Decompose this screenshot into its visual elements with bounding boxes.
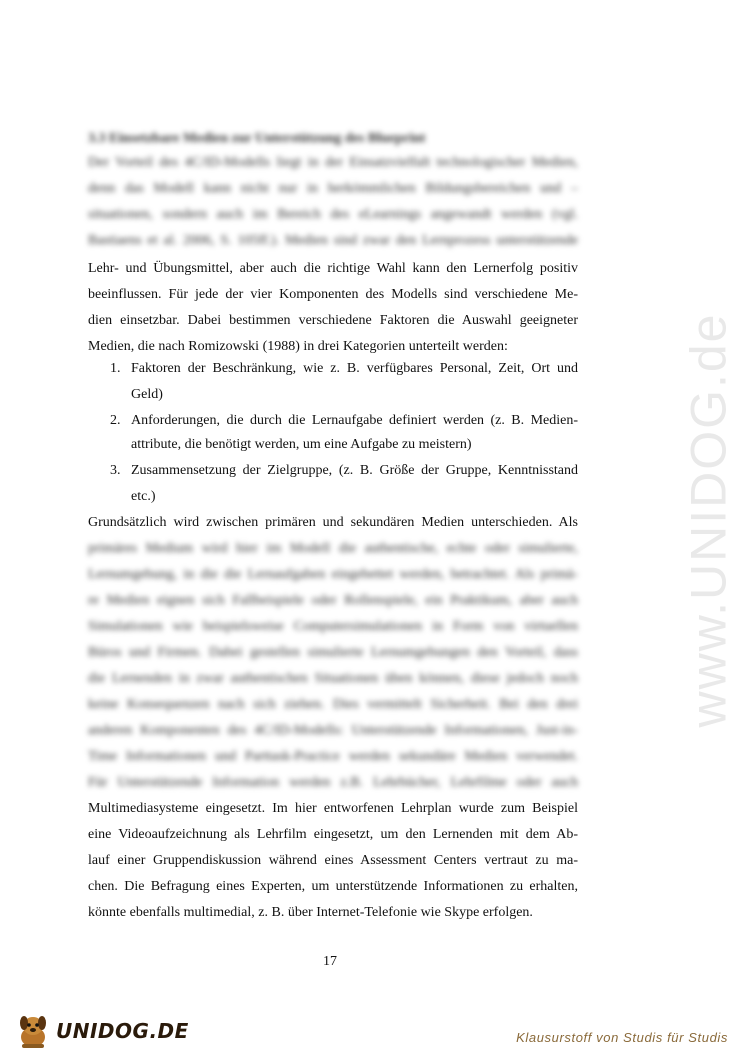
list-item-line: Anforderungen, die durch die Lernaufgabe definiert werden (z. B. Medien-: [131, 413, 578, 428]
list-item-line: Geld): [131, 387, 163, 402]
blurred-line: Für Unterstützende Information werden z.B. Lehrbücher, Lehrfilme oder auch: [88, 775, 578, 790]
text-line: beeinflussen. Für jede der vier Komponenten des Modells sind verschiedene Me-: [88, 287, 578, 302]
text-line: Multimediasysteme eingesetzt. Im hier entworfenen Lehrplan wurde zum Beispiel: [88, 801, 578, 816]
list-number: 3.: [110, 463, 121, 478]
text-line: eine Videoaufzeichnung als Lehrfilm eingesetzt, um den Lernenden mit dem Ab-: [88, 827, 578, 842]
text-line: Lehr- und Übungsmittel, aber auch die richtige Wahl kann den Lernerfolg positiv: [88, 261, 578, 276]
blurred-line: re Medien eignen sich Fallbeispiele oder Rollenspiele, ein Praktikum, aber auch: [88, 593, 578, 608]
blurred-line: Der Vorteil des 4C/ID-Modells liegt in der Einsatzvielfalt technologischer Medien,: [88, 155, 578, 170]
blurred-line: Büros und Firmen. Dabei gestellen simulierte Lernumgebungen den Vorteil, dass: [88, 645, 578, 660]
blurred-line: Simulationen wie beispielsweise Computersimulationen in Form von virtuellen: [88, 619, 578, 634]
list-number: 1.: [110, 361, 121, 376]
text-line: dien einsetzbar. Dabei bestimmen verschiedene Faktoren die Auswahl geeigneter: [88, 313, 578, 328]
unidog-logo[interactable]: [14, 1012, 189, 1050]
blurred-line: Time Informationen und Parttask-Practice werden sekundäre Medien verwendet.: [88, 749, 578, 764]
blurred-line: Lernumgebung, in die die Lernaufgaben eingebettet werden, betrachtet. Als primä-: [88, 567, 578, 582]
watermark: www.UNIDOG.de: [680, 312, 736, 728]
text-line: Grundsätzlich wird zwischen primären und sekundären Medien unterschieden. Als: [88, 515, 578, 530]
text-line: lauf einer Gruppendiskussion während eines Assessment Centers vertraut zu ma-: [88, 853, 578, 868]
blurred-line: primäres Medium wird hier im Modell die authentische, echte oder simulierte,: [88, 541, 578, 556]
blurred-line: denn das Modell kann nicht nur in herkömmlichen Bildungsbereichen und –: [88, 181, 578, 196]
footer-tagline: Klausurstoff von Studis für Studis: [516, 1030, 728, 1045]
logo-text: UNIDOG.DE: [56, 1019, 189, 1043]
list-item-line: etc.): [131, 489, 156, 504]
list-item-line: Zusammensetzung der Zielgruppe, (z. B. Größe der Gruppe, Kenntnisstand: [131, 463, 578, 478]
section-heading: 3.3 Einsetzbare Medien zur Unterstützung des Blueprint: [88, 131, 426, 146]
blurred-line: situationen, sondern auch im Bereich des eLearnings angewandt werden (vgl.: [88, 207, 578, 222]
page-number: 17: [323, 954, 337, 969]
dog-icon: [14, 1013, 52, 1049]
list-item-line: Faktoren der Beschränkung, wie z. B. verfügbares Personal, Zeit, Ort und: [131, 361, 578, 376]
list-item-line: attribute, die benötigt werden, um eine Aufgabe zu meistern): [131, 437, 472, 452]
text-line: könnte ebenfalls multimedial, z. B. über Internet-Telefonie wie Skype erfolgen.: [88, 905, 533, 920]
text-line: chen. Die Befragung eines Experten, um unterstützende Informationen zu erhalten,: [88, 879, 578, 894]
list-number: 2.: [110, 413, 121, 428]
blurred-line: keine Konsequenzen nach sich ziehen. Dies vermittelt Sicherheit. Bei den drei: [88, 697, 578, 712]
blurred-line: die Lernenden in zwar authentischen Situationen üben können, diese jedoch noch: [88, 671, 578, 686]
text-line: Medien, die nach Romizowski (1988) in drei Kategorien unterteilt werden:: [88, 339, 508, 354]
blurred-line: Bastiaens et al. 2006, S. 105ff.). Medien sind zwar den Lernprozess unterstützende: [88, 233, 578, 248]
blurred-line: anderen Komponenten des 4C/ID-Modells: Unterstützende Informationen, Just-in-: [88, 723, 578, 738]
